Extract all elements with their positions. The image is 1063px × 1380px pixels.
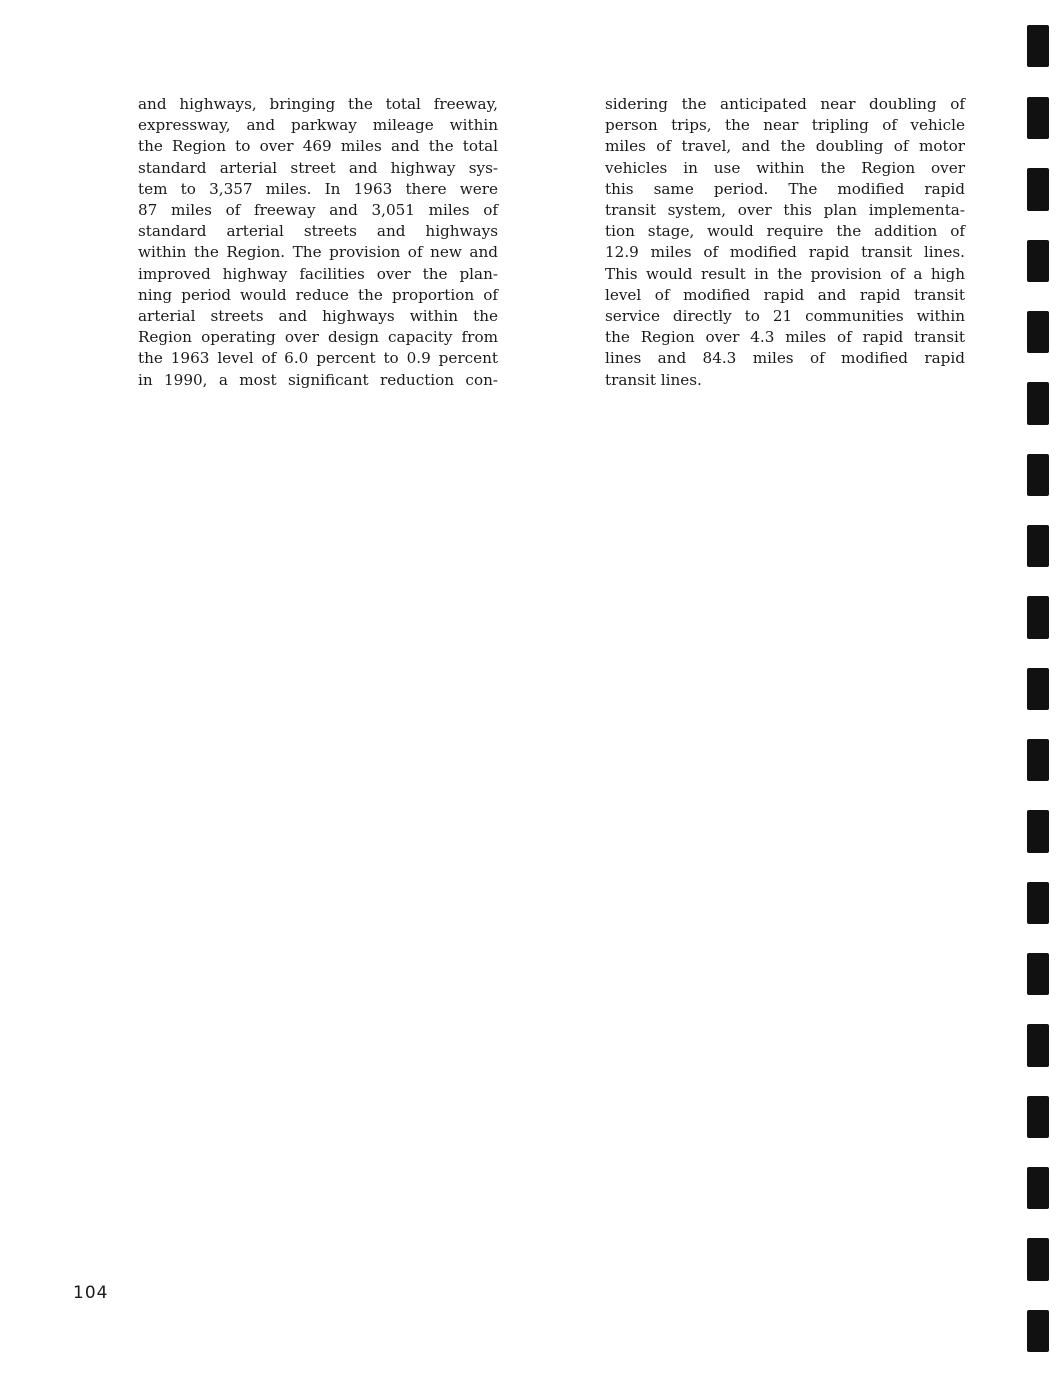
binding-hole-mark xyxy=(1027,382,1049,425)
binding-hole-mark xyxy=(1027,882,1049,924)
text-line: transit lines. xyxy=(605,370,702,389)
text-line: the Region to over 469 miles and the total xyxy=(138,137,498,156)
text-line: transit system, over this plan implementa- xyxy=(605,201,965,220)
text-line: ning period would reduce the proportion of xyxy=(138,285,498,304)
text-line: This would result in the provision of a high xyxy=(605,264,965,283)
text-line: 87 miles of freeway and 3,051 miles of xyxy=(138,201,498,220)
text-line: miles of travel, and the doubling of motor xyxy=(605,137,965,156)
text-line: sidering the anticipated near doubling of xyxy=(605,95,965,113)
binding-hole-mark xyxy=(1027,525,1049,567)
binding-strip xyxy=(1024,0,1054,1380)
binding-hole-mark xyxy=(1027,311,1049,353)
text-line: within the Region. The provision of new and xyxy=(138,243,498,262)
text-line: standard arterial street and highway sys- xyxy=(138,158,498,177)
page-number: 104 xyxy=(73,1283,109,1303)
binding-hole-mark xyxy=(1027,1096,1049,1138)
binding-hole-mark xyxy=(1027,1310,1049,1352)
binding-hole-mark xyxy=(1027,454,1049,496)
binding-hole-mark xyxy=(1027,668,1049,710)
left-text-column xyxy=(138,94,498,391)
binding-hole-mark xyxy=(1027,596,1049,639)
binding-hole-mark xyxy=(1027,97,1049,139)
text-line: expressway, and parkway mileage within xyxy=(138,116,498,135)
text-line: tem to 3,357 miles. In 1963 there were xyxy=(138,179,498,198)
binding-hole-mark xyxy=(1027,810,1049,853)
binding-hole-mark xyxy=(1027,240,1049,282)
binding-hole-mark xyxy=(1027,739,1049,781)
text-line: arterial streets and highways within the xyxy=(138,307,498,326)
text-line: 12.9 miles of modified rapid transit lines. xyxy=(605,243,965,262)
text-line: the 1963 level of 6.0 percent to 0.9 percent xyxy=(138,349,498,368)
binding-hole-mark xyxy=(1027,25,1049,67)
binding-hole-mark xyxy=(1027,953,1049,995)
text-line: improved highway facilities over the plan- xyxy=(138,264,498,283)
right-text-column xyxy=(605,94,965,391)
text-line: lines and 84.3 miles of modified rapid xyxy=(605,349,965,368)
text-line: the Region over 4.3 miles of rapid transit xyxy=(605,328,965,347)
text-line: vehicles in use within the Region over xyxy=(605,158,965,177)
binding-hole-mark xyxy=(1027,168,1049,211)
binding-hole-mark xyxy=(1027,1024,1049,1067)
text-line: level of modified rapid and rapid transit xyxy=(605,285,965,304)
text-line: service directly to 21 communities within xyxy=(605,307,965,326)
binding-hole-mark xyxy=(1027,1167,1049,1209)
text-line: and highways, bringing the total freeway, xyxy=(138,95,498,113)
text-line: standard arterial streets and highways xyxy=(138,222,498,241)
text-line: in 1990, a most significant reduction con- xyxy=(138,370,498,389)
text-line: tion stage, would require the addition of xyxy=(605,222,965,241)
text-line: person trips, the near tripling of vehicle xyxy=(605,116,965,135)
text-line: Region operating over design capacity from xyxy=(138,328,498,347)
text-line: this same period. The modified rapid xyxy=(605,179,965,198)
binding-hole-mark xyxy=(1027,1238,1049,1281)
